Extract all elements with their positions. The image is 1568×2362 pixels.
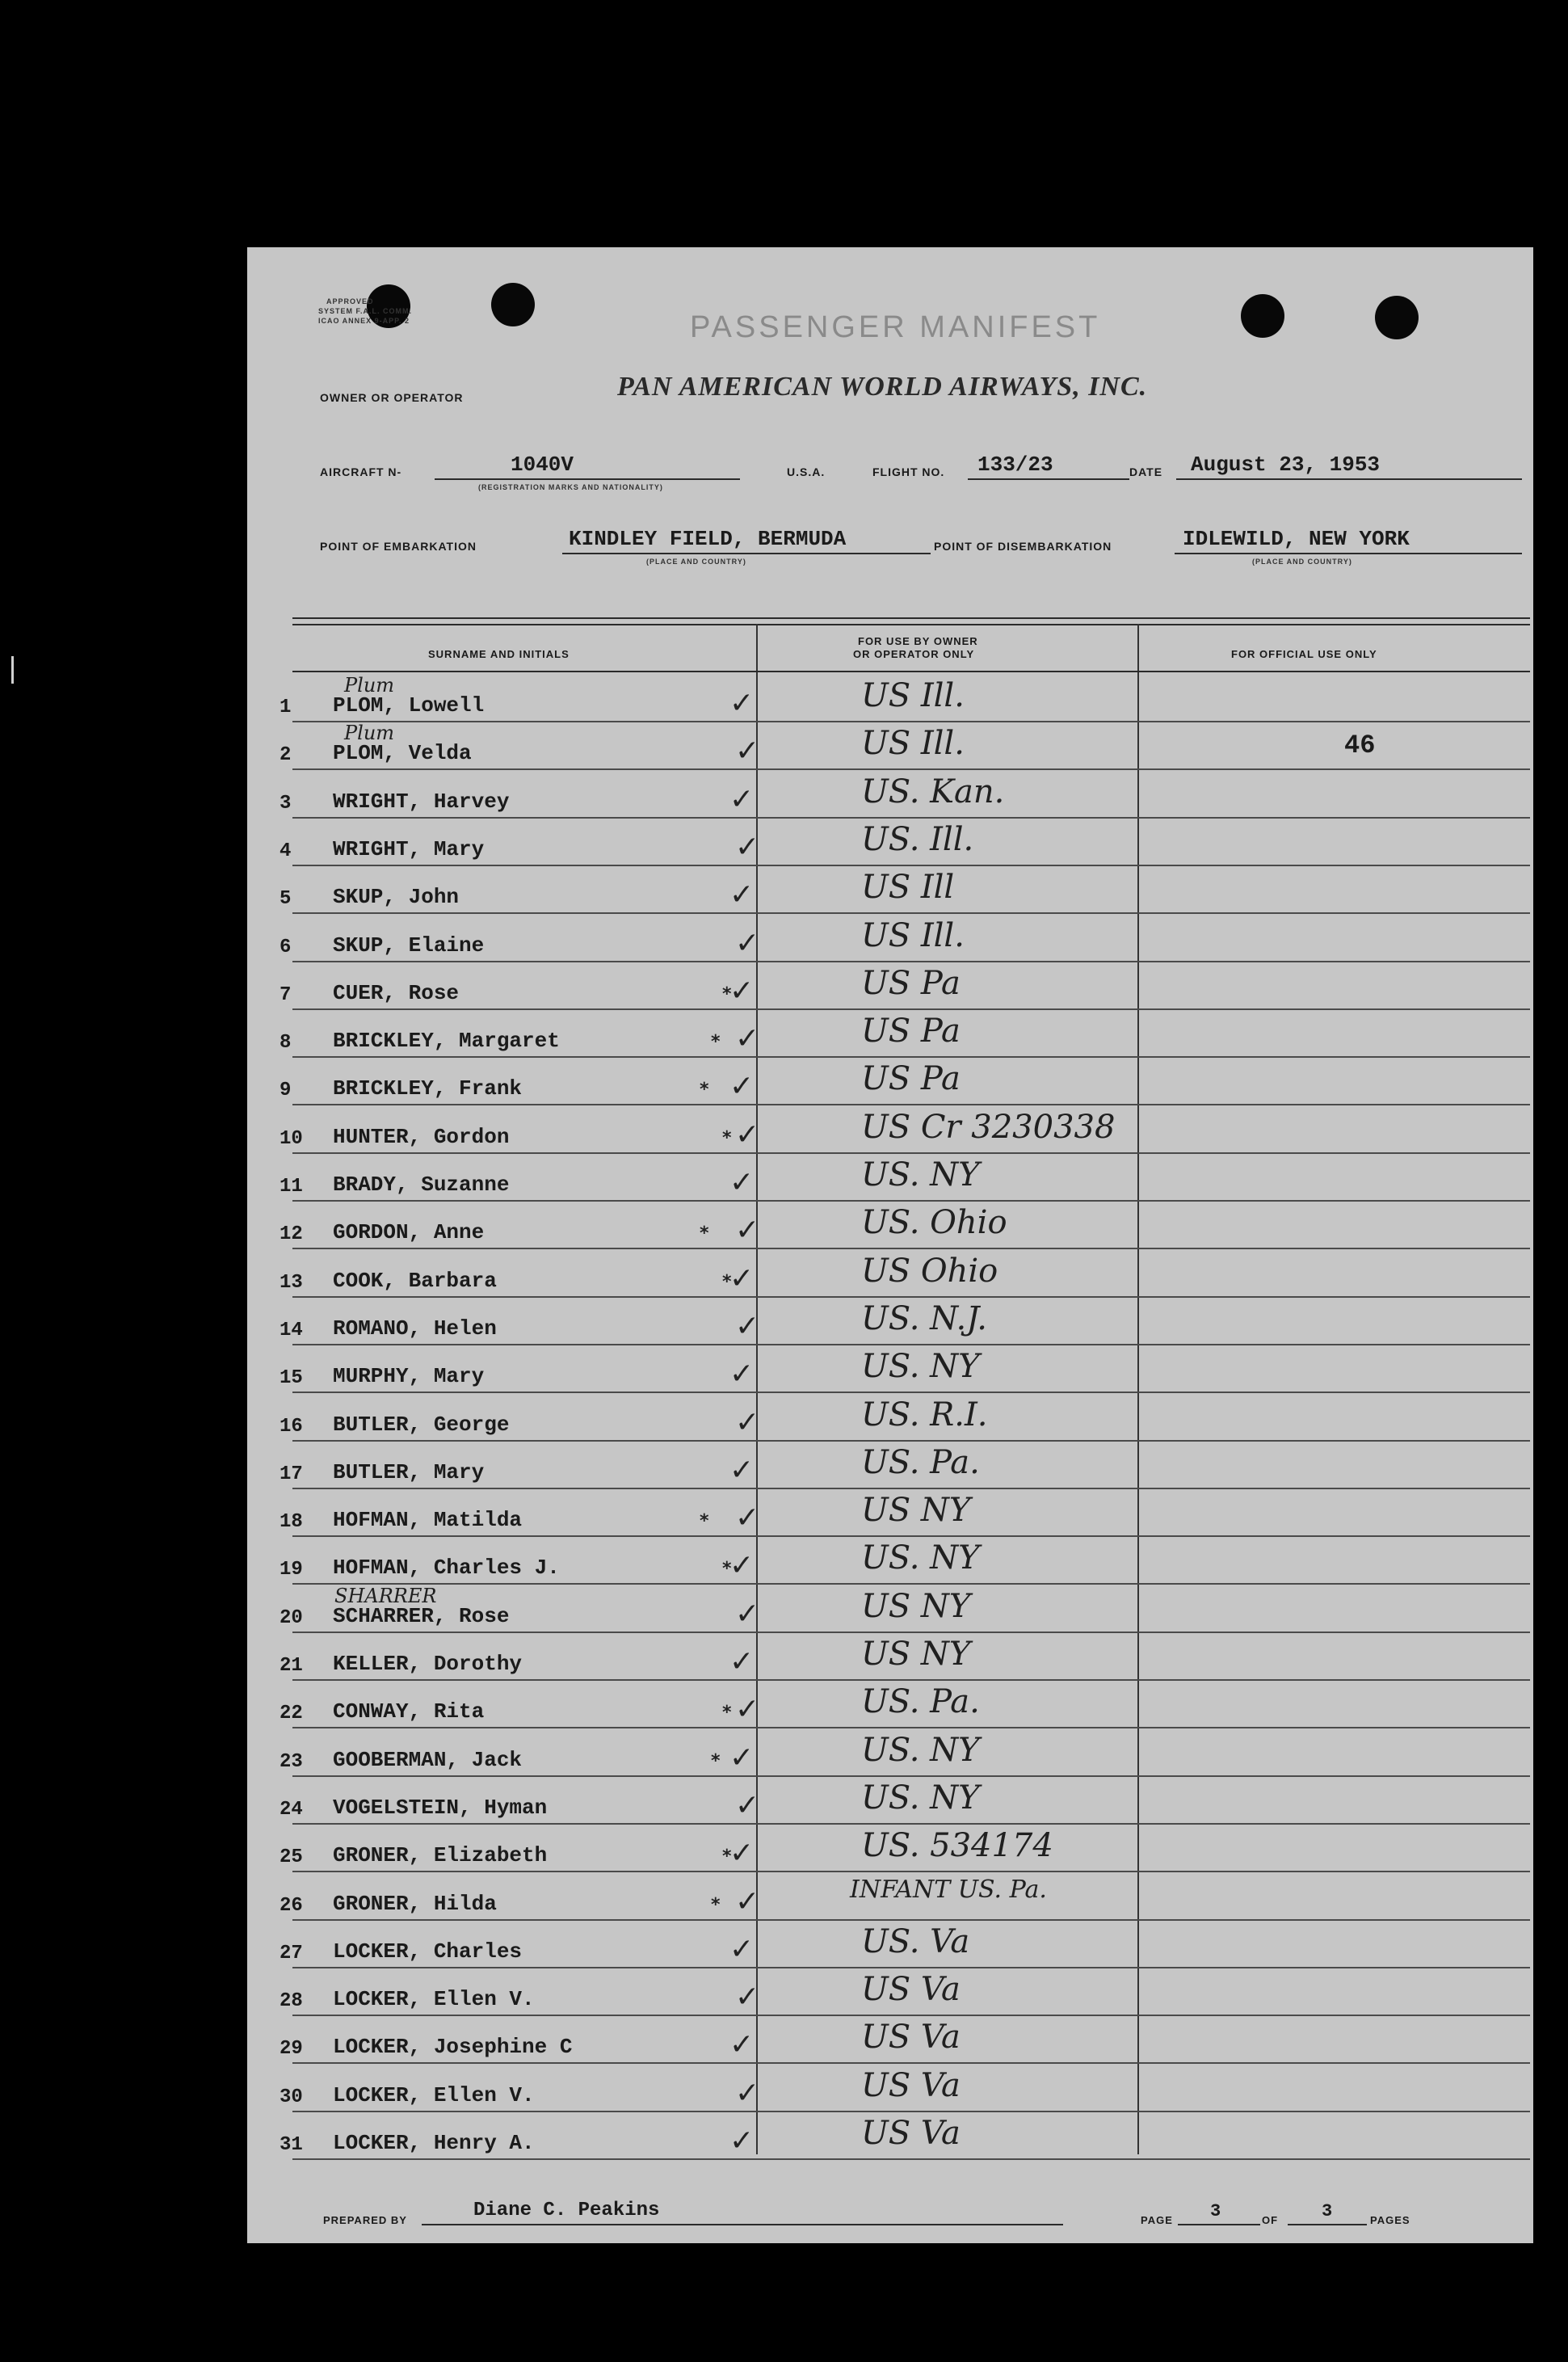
column-header-owner-use-1: FOR USE BY OWNER	[858, 635, 978, 647]
row-rule	[292, 768, 1530, 770]
passenger-name: CONWAY, Rita	[333, 1699, 485, 1724]
row-rule	[292, 817, 1530, 819]
flight-value: 133/23	[977, 453, 1053, 477]
residence-note: US Pa	[861, 1013, 961, 1050]
row-number: 25	[280, 1846, 303, 1868]
row-rule	[292, 1488, 1530, 1489]
row-number: 3	[280, 793, 292, 815]
residence-note: US NY	[861, 1588, 971, 1625]
punch-hole-4	[1375, 296, 1419, 339]
page-value: 3	[1210, 2201, 1221, 2221]
approval-line-3: ICAO ANNEX 9-APP. 2	[318, 317, 410, 325]
residence-note: US. Kan.	[861, 773, 1005, 810]
row-number: 21	[280, 1655, 303, 1677]
residence-note: US. NY	[861, 1732, 980, 1769]
flight-label: FLIGHT NO.	[872, 465, 945, 478]
row-number: 9	[280, 1080, 292, 1101]
column-header-official: FOR OFFICIAL USE ONLY	[1231, 648, 1377, 660]
row-rule	[292, 1392, 1530, 1393]
row-number: 7	[280, 984, 292, 1006]
row-number: 4	[280, 840, 292, 862]
row-number: 14	[280, 1320, 303, 1341]
row-rule	[292, 1823, 1530, 1825]
passenger-name: LOCKER, Charles	[333, 1939, 523, 1964]
checkmark-icon: ✓	[735, 927, 760, 960]
row-rule	[292, 1679, 1530, 1681]
row-rule	[292, 1440, 1530, 1442]
residence-note: US Ill.	[861, 917, 965, 954]
residence-note: US Ill.	[861, 725, 965, 762]
prepared-label: PREPARED BY	[323, 2214, 407, 2226]
row-asterisk: *	[711, 1032, 721, 1052]
owner-label: OWNER OR OPERATOR	[320, 391, 464, 404]
embark-value: KINDLEY FIELD, BERMUDA	[569, 527, 847, 551]
of-label: OF	[1262, 2214, 1279, 2226]
checkmark-icon: ✓	[735, 1118, 760, 1152]
checkmark-icon: ✓	[735, 735, 760, 768]
row-rule	[292, 2062, 1530, 2064]
residence-note: US NY	[861, 1492, 971, 1529]
row-number: 13	[280, 1272, 303, 1294]
residence-note: US. Ill.	[861, 821, 974, 858]
passenger-name: COOK, Barbara	[333, 1269, 497, 1293]
checkmark-icon: ✓	[729, 687, 755, 720]
punch-hole-2	[491, 283, 535, 326]
passenger-name: LOCKER, Ellen V.	[333, 1987, 535, 2011]
row-number: 26	[280, 1895, 303, 1917]
pages-label: PAGES	[1370, 2214, 1410, 2226]
checkmark-icon: ✓	[735, 1885, 760, 1918]
residence-note: US. Pa.	[861, 1444, 980, 1481]
row-number: 2	[280, 744, 292, 766]
residence-note: US Ill	[861, 869, 955, 906]
row-rule	[292, 1296, 1530, 1298]
checkmark-icon: ✓	[735, 831, 760, 864]
row-rule	[292, 1919, 1530, 1921]
checkmark-icon: ✓	[735, 1501, 760, 1535]
row-rule	[292, 1632, 1530, 1633]
residence-note: US Cr 3230338	[861, 1109, 1116, 1146]
row-asterisk: *	[722, 1703, 732, 1723]
residence-note: US. NY	[861, 1348, 980, 1385]
passenger-name: WRIGHT, Mary	[333, 837, 485, 861]
checkmark-icon: ✓	[735, 2077, 760, 2110]
checkmark-icon: ✓	[735, 1981, 760, 2014]
row-rule	[292, 2111, 1530, 2112]
passenger-name: GORDON, Anne	[333, 1220, 485, 1244]
passenger-name: HOFMAN, Matilda	[333, 1508, 523, 1532]
aircraft-sublabel: (REGISTRATION MARKS AND NATIONALITY)	[478, 483, 663, 491]
date-value: August 23, 1953	[1191, 453, 1381, 477]
passenger-name: BRADY, Suzanne	[333, 1173, 510, 1197]
passenger-name: BRICKLEY, Frank	[333, 1076, 523, 1101]
row-number: 11	[280, 1176, 303, 1198]
checkmark-icon: ✓	[729, 1933, 755, 1966]
checkmark-icon: ✓	[729, 1454, 755, 1487]
row-rule	[292, 1248, 1530, 1249]
passenger-name: LOCKER, Henry A.	[333, 2131, 535, 2155]
passenger-name: SKUP, Elaine	[333, 933, 485, 958]
row-rule	[292, 912, 1530, 914]
checkmark-icon: ✓	[729, 878, 755, 912]
scan-artifact-mark	[11, 656, 14, 684]
disembark-label: POINT OF DISEMBARKATION	[934, 540, 1112, 553]
passenger-name: CUER, Rose	[333, 981, 460, 1005]
passenger-name: GOOBERMAN, Jack	[333, 1748, 523, 1772]
prepared-value: Diane C. Peakins	[473, 2200, 660, 2221]
manifest-page	[247, 247, 1533, 2243]
passenger-name: ROMANO, Helen	[333, 1316, 497, 1341]
residence-note: US. Ohio	[861, 1204, 1007, 1241]
passenger-name: BUTLER, George	[333, 1413, 510, 1437]
residence-note: US. R.I.	[861, 1396, 988, 1434]
residence-note: US Pa	[861, 965, 961, 1002]
checkmark-icon: ✓	[735, 1310, 760, 1343]
row-asterisk: *	[722, 1846, 732, 1867]
name-correction: Plum	[344, 674, 395, 697]
row-rule	[292, 961, 1530, 962]
passenger-name: WRIGHT, Harvey	[333, 789, 510, 814]
residence-note: INFANT US. Pa.	[850, 1876, 1047, 1904]
residence-note: US. NY	[861, 1779, 980, 1817]
passenger-name: PLOM, Lowell	[333, 693, 485, 718]
disembark-sublabel: (PLACE AND COUNTRY)	[1252, 558, 1352, 566]
residence-note: US Va	[861, 2115, 961, 2152]
row-rule	[292, 1200, 1530, 1202]
row-asterisk: *	[711, 1895, 721, 1915]
passenger-name: LOCKER, Josephine C	[333, 2035, 573, 2059]
row-rule	[292, 1727, 1530, 1728]
row-asterisk: *	[700, 1511, 709, 1531]
row-number: 12	[280, 1223, 303, 1245]
checkmark-icon: ✓	[735, 1789, 760, 1822]
checkmark-icon: ✓	[729, 1262, 755, 1295]
page-label: PAGE	[1141, 2214, 1173, 2226]
residence-note: US. Pa.	[861, 1683, 980, 1720]
checkmark-icon: ✓	[735, 1693, 760, 1726]
column-divider-2	[1137, 624, 1139, 2154]
official-note: 46	[1344, 730, 1376, 760]
checkmark-icon: ✓	[735, 1598, 760, 1631]
row-number: 28	[280, 1990, 303, 2012]
row-number: 20	[280, 1607, 303, 1629]
row-asterisk: *	[722, 1128, 732, 1148]
punch-hole-3	[1241, 294, 1284, 338]
row-asterisk: *	[700, 1223, 709, 1244]
residence-note: US Pa	[861, 1060, 961, 1097]
row-rule	[292, 1344, 1530, 1345]
checkmark-icon: ✓	[729, 1070, 755, 1103]
name-correction: Plum	[344, 722, 395, 744]
approval-line-2: SYSTEM F.A.L. COMM.	[318, 307, 413, 315]
passenger-name: MURPHY, Mary	[333, 1364, 485, 1388]
aircraft-value: 1040V	[511, 453, 574, 477]
passenger-name: HUNTER, Gordon	[333, 1125, 510, 1149]
residence-note: US. 534174	[861, 1827, 1053, 1864]
residence-note: US NY	[861, 1636, 971, 1673]
row-rule	[292, 1535, 1530, 1537]
row-asterisk: *	[722, 1272, 732, 1292]
row-number: 17	[280, 1463, 303, 1485]
row-number: 29	[280, 2038, 303, 2060]
row-number: 31	[280, 2134, 303, 2156]
passenger-name: VOGELSTEIN, Hyman	[333, 1796, 548, 1820]
row-rule	[292, 865, 1530, 866]
column-header-surname: SURNAME AND INITIALS	[428, 648, 570, 660]
row-rule	[292, 1967, 1530, 1968]
row-asterisk: *	[711, 1751, 721, 1771]
residence-note: US Va	[861, 2019, 961, 2056]
usa-label: U.S.A.	[787, 465, 826, 478]
residence-note: US. NY	[861, 1539, 980, 1577]
row-rule	[292, 1104, 1530, 1105]
passenger-name: GRONER, Hilda	[333, 1892, 497, 1916]
checkmark-icon: ✓	[729, 1741, 755, 1775]
owner-value: PAN AMERICAN WORLD AIRWAYS, INC.	[617, 372, 1148, 402]
checkmark-icon: ✓	[735, 1406, 760, 1439]
passenger-name: LOCKER, Ellen V.	[333, 2083, 535, 2107]
passenger-name: GRONER, Elizabeth	[333, 1843, 548, 1867]
row-rule	[292, 721, 1530, 722]
checkmark-icon: ✓	[729, 2124, 755, 2158]
row-rule	[292, 1008, 1530, 1010]
row-number: 15	[280, 1367, 303, 1389]
residence-note: US Ill.	[861, 677, 965, 714]
embark-label: POINT OF EMBARKATION	[320, 540, 477, 553]
embark-sublabel: (PLACE AND COUNTRY)	[646, 558, 746, 566]
checkmark-icon: ✓	[729, 1358, 755, 1391]
disembark-value: IDLEWILD, NEW YORK	[1183, 527, 1410, 551]
aircraft-label: AIRCRAFT N-	[320, 465, 402, 478]
row-number: 1	[280, 697, 292, 718]
row-asterisk: *	[722, 984, 732, 1004]
row-number: 16	[280, 1416, 303, 1438]
checkmark-icon: ✓	[735, 1214, 760, 1247]
checkmark-icon: ✓	[729, 1645, 755, 1678]
row-rule	[292, 1152, 1530, 1154]
row-number: 8	[280, 1032, 292, 1054]
checkmark-icon: ✓	[729, 783, 755, 816]
checkmark-icon: ✓	[735, 1022, 760, 1055]
residence-note: US. NY	[861, 1156, 980, 1194]
checkmark-icon: ✓	[729, 975, 755, 1008]
row-rule	[292, 2158, 1530, 2160]
row-number: 22	[280, 1703, 303, 1724]
row-number: 6	[280, 937, 292, 958]
checkmark-icon: ✓	[729, 2028, 755, 2061]
residence-note: US. Va	[861, 1923, 970, 1960]
row-rule	[292, 1775, 1530, 1777]
row-asterisk: *	[700, 1080, 709, 1100]
row-number: 19	[280, 1559, 303, 1581]
row-number: 24	[280, 1799, 303, 1821]
date-label: DATE	[1129, 465, 1163, 478]
name-correction: SHARRER	[334, 1585, 437, 1607]
checkmark-icon: ✓	[729, 1166, 755, 1199]
row-number: 10	[280, 1128, 303, 1150]
passenger-name: SCHARRER, Rose	[333, 1604, 510, 1628]
form-title: PASSENGER MANIFEST	[690, 310, 1101, 344]
passenger-name: HOFMAN, Charles J.	[333, 1556, 560, 1580]
row-rule	[292, 1583, 1530, 1585]
passenger-name: BRICKLEY, Margaret	[333, 1029, 560, 1053]
approval-line-1: APPROVED	[326, 297, 374, 305]
row-rule	[292, 2015, 1530, 2016]
residence-note: US Ohio	[861, 1253, 998, 1290]
passenger-name: BUTLER, Mary	[333, 1460, 485, 1484]
row-number: 30	[280, 2086, 303, 2108]
residence-note: US. N.J.	[861, 1300, 987, 1337]
passenger-name: SKUP, John	[333, 885, 460, 909]
row-asterisk: *	[722, 1559, 732, 1579]
passenger-name: PLOM, Velda	[333, 741, 472, 765]
checkmark-icon: ✓	[729, 1837, 755, 1870]
passenger-name: KELLER, Dorothy	[333, 1652, 523, 1676]
row-number: 23	[280, 1751, 303, 1773]
row-number: 5	[280, 888, 292, 910]
row-number: 27	[280, 1943, 303, 1964]
checkmark-icon: ✓	[729, 1549, 755, 1582]
column-header-owner-use-2: OR OPERATOR ONLY	[853, 648, 975, 660]
row-rule	[292, 1871, 1530, 1872]
row-rule	[292, 1056, 1530, 1058]
residence-note: US Va	[861, 1971, 961, 2008]
of-value: 3	[1322, 2201, 1333, 2221]
row-number: 18	[280, 1511, 303, 1533]
residence-note: US Va	[861, 2067, 961, 2104]
